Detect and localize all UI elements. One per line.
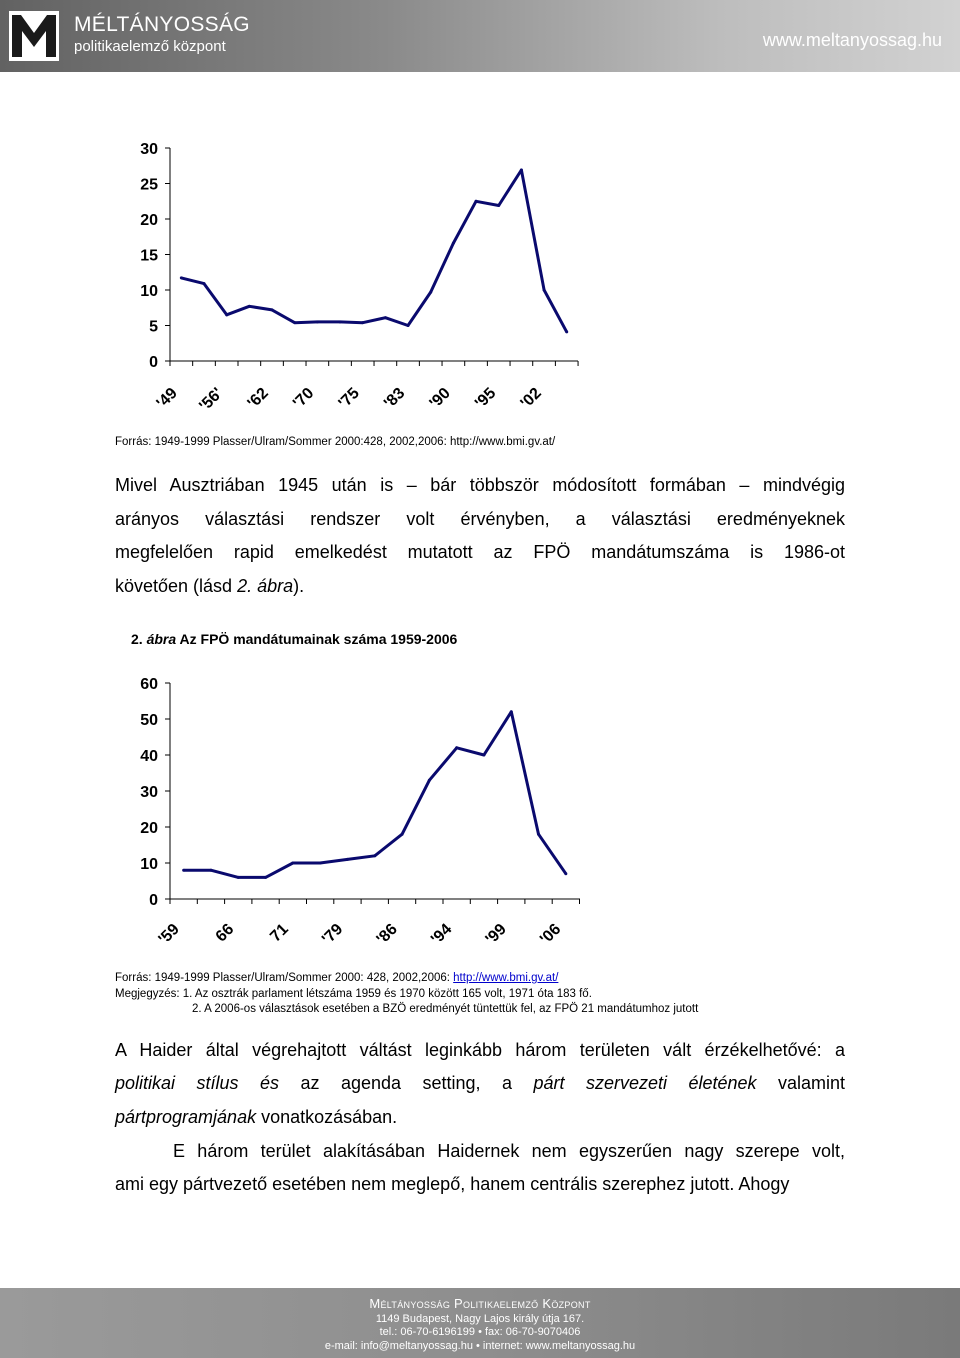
x-tick-label: '70 [290,384,318,413]
x-tick-label: 66 [212,920,238,946]
paragraph-2-text-4: vonatkozásában. [256,1107,398,1127]
y-tick-label: 60 [140,676,158,693]
paragraph-1-line-3: megfelelően rapid emelkedést mutatott az FPÖ mandátumszáma is 1986-ot [115,542,845,562]
chart2-source-text: Forrás: 1949-1999 Plasser/Ulram/Sommer 2000: 428, 2002,2006: [115,972,454,984]
footer-phone-fax: tel.: 06-70-6196199 • fax: 06-70-9070406 [379,1326,581,1338]
data-point [482,754,485,757]
x-tick-label: '94 [428,920,456,949]
paragraph-2-line-1: A Haider által végrehajtott váltást leginkább három területen vált érzékelhetővé: a [115,1040,845,1060]
data-point [293,321,296,324]
figure-number: 2. [131,631,147,647]
y-tick-label: 25 [140,176,158,194]
x-tick-label: '79 [319,920,347,949]
data-point [271,308,274,311]
y-tick-label: 0 [149,354,158,371]
paragraph-2-line-3 [115,1101,845,1134]
data-point [346,858,349,861]
series-line [181,170,566,332]
paragraph-2-text-3: valamint [756,1073,846,1093]
data-point [543,289,546,292]
x-tick-label: '56' [196,384,227,415]
data-point [401,833,404,836]
y-tick-label: 30 [140,784,158,801]
data-point [407,324,410,327]
y-tick-label: 40 [140,748,158,765]
x-tick-label: '75 [335,384,363,413]
page-footer [0,1288,960,1358]
x-tick-label: '90 [426,384,454,413]
y-tick-label: 10 [140,283,158,300]
data-point [225,313,228,316]
data-point [475,200,478,203]
paragraph-1-line-2: arányos választási rendszer volt érvényben, a választási eredményeknek [115,509,845,529]
meltanyossag-logo-icon [9,11,59,61]
data-point [564,872,567,875]
data-point [497,204,500,207]
chart-fpo-vote-share [0,128,960,438]
x-tick-label: '06 [537,920,565,949]
header-url-link[interactable]: www.meltanyossag.hu [762,30,942,50]
data-point [248,305,251,308]
data-point [264,876,267,879]
data-point [520,169,523,172]
x-tick-label: '99 [482,920,510,949]
y-tick-label: 10 [140,856,158,873]
data-point [384,316,387,319]
y-tick-label: 50 [140,712,158,729]
org-name: MÉLTÁNYOSSÁG [74,13,250,36]
paragraph-3-line-2: ami egy pártvezető esetében nem meglepő, hanem centrális szerephez jutott. Ahogy [115,1174,790,1194]
figure-reference: 2. ábra [237,576,294,596]
data-point [452,242,455,245]
data-point [537,833,540,836]
chart-fpo-seats [0,664,960,964]
x-tick-label: 71 [267,920,292,946]
x-tick-label: '59 [155,920,183,949]
data-point [180,276,183,279]
figure-2-caption [131,631,457,647]
data-point [182,869,185,872]
chart2-note-1: Megjegyzés: 1. Az osztrák parlament létszáma 1959 és 1970 között 165 volt, 1971 óta 183 fő. [115,988,592,1000]
data-point [428,779,431,782]
y-tick-label: 5 [149,318,158,336]
x-tick-label: '02 [517,384,545,413]
x-tick-label: '83 [381,384,409,413]
x-tick-label: '49 [153,384,181,413]
x-tick-label: '86 [373,920,401,949]
y-tick-label: 0 [149,892,158,909]
paragraph-1-line-1: Mivel Ausztriában 1945 után is – bár többször módosított formában – mindvégig [115,475,845,495]
data-point [361,321,364,324]
series-line [184,712,566,878]
paragraph-2-italic-3: pártprogramjának [115,1107,257,1127]
chart2-source [115,972,558,984]
footer-email-web: e-mail: info@meltanyossag.hu • internet: www.meltanyossag.hu [324,1340,636,1352]
footer-org-name: Méltányosság Politikaelemző Központ [369,1296,591,1311]
paragraph-2-text-2: az agenda setting, a [279,1073,534,1093]
paragraph-1-line-4 [115,570,845,603]
data-point [316,320,319,323]
paragraph-3-line-1: E három terület alakításában Haidernek nem egyszerűen nagy szerepe volt, [173,1141,845,1161]
figure-title: Az FPÖ mandátumainak száma 1959-2006 [176,631,458,647]
page-header [0,0,960,72]
org-subtitle: politikaelemző központ [74,38,226,55]
data-point [319,862,322,865]
y-tick-label: 20 [140,212,158,229]
paragraph-1-text: követően (lásd [115,576,238,596]
data-point [237,876,240,879]
chart2-source-link[interactable]: http://www.bmi.gv.at/ [453,972,559,984]
figure-label: ábra [146,631,177,647]
data-point [510,710,513,713]
x-tick-label: '95 [472,384,500,413]
data-point [209,869,212,872]
x-tick-label: '62 [244,384,272,413]
data-point [373,854,376,857]
paragraph-2-italic-1: politikai stílus és [115,1073,279,1093]
data-point [455,746,458,749]
paragraph-1-text-end: ). [293,576,305,596]
data-point [565,330,568,333]
y-tick-label: 20 [140,820,158,837]
data-point [203,282,206,285]
chart2-note-2: 2. A 2006-os választások esetében a BZÖ eredményét tüntettük fel, az FPÖ 21 mandátumhoz jutott [192,1003,699,1015]
y-tick-label: 30 [140,141,158,158]
data-point [429,291,432,294]
footer-address: 1149 Budapest, Nagy Lajos király útja 167. [375,1313,585,1325]
data-point [339,320,342,323]
y-tick-label: 15 [140,247,158,265]
data-point [291,862,294,865]
paragraph-2-italic-2: párt szervezeti életének [533,1073,757,1093]
paragraph-2-line-2 [115,1067,845,1100]
chart1-source: Forrás: 1949-1999 Plasser/Ulram/Sommer 2000:428, 2002,2006: http://www.bmi.gv.at/ [115,436,556,448]
